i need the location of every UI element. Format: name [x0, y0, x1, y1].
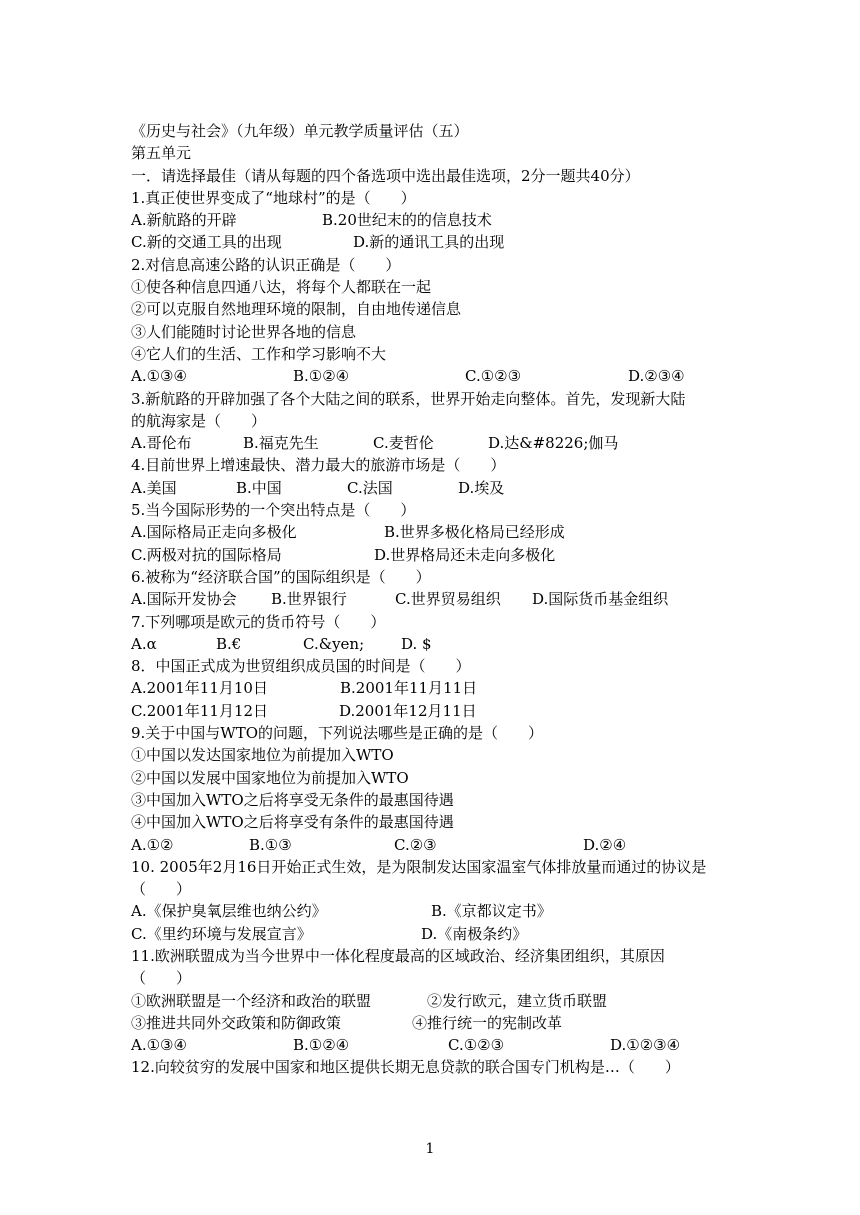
question-4-stem: 4.目前世界上增速最快、潜力最大的旅游市场是（ ） — [131, 456, 506, 475]
question-11-option-a: A.①③④ — [131, 1036, 187, 1055]
question-10-option-a: A.《保护臭氧层维也纳公约》 — [131, 902, 327, 921]
question-6-option-b: B.世界银行 — [271, 590, 347, 609]
question-11-statements-row-1 — [131, 990, 781, 1012]
question-2-option-d: D.②③④ — [628, 367, 685, 386]
question-2-statement-3: ③人们能随时讨论世界各地的信息 — [131, 322, 357, 341]
question-10-option-d: D.《南极条约》 — [421, 924, 528, 943]
question-5-stem: 5.当今国际形势的一个突出特点是（ ） — [131, 501, 416, 520]
question-11-statement-2: ②发行欧元，建立货币联盟 — [427, 991, 608, 1010]
question-2-statement-4: ④它人们的生活、工作和学习影响不大 — [131, 344, 387, 363]
question-8-option-d: D.2001年12月11日 — [339, 701, 477, 720]
section-heading: 一．请选择最佳（请从每题的四个备选项中选出最佳选项，2分一题共40分） — [131, 166, 640, 185]
question-2-stem: 2.对信息高速公路的认识正确是（ ） — [131, 255, 401, 274]
question-6-options — [131, 588, 781, 610]
unit-heading: 第五单元 — [131, 144, 192, 163]
question-2-options — [131, 365, 781, 387]
question-1-option-c: C.新的交通工具的出现 — [131, 233, 282, 252]
question-3-option-c: C.麦哲伦 — [373, 434, 434, 453]
question-9-statement-2: ②中国以发展中国家地位为前提加入WTO — [131, 768, 409, 787]
question-1-options-row-1 — [131, 209, 781, 231]
question-10-options-row-2 — [131, 923, 781, 945]
question-5-options-row-2 — [131, 544, 781, 566]
question-5-option-b: B.世界多极化格局已经形成 — [384, 523, 565, 542]
question-4-options — [131, 477, 781, 499]
question-8-option-a: A.2001年11月10日 — [131, 679, 268, 698]
question-7-options — [131, 633, 781, 655]
question-2-option-b: B.①②④ — [293, 367, 350, 386]
question-2-option-c: C.①②③ — [465, 367, 522, 386]
question-9-statement-3: ③中国加入WTO之后将享受无条件的最惠国待遇 — [131, 790, 454, 809]
question-9-option-a: A.①② — [131, 835, 174, 854]
question-8-options-row-1 — [131, 677, 781, 699]
question-11-statements-row-2 — [131, 1012, 781, 1034]
question-9-stem: 9.关于中国与WTO的问题，下列说法哪些是正确的是（ ） — [131, 724, 544, 743]
question-6-option-c: C.世界贸易组织 — [395, 590, 501, 609]
question-10-options-row-1 — [131, 900, 781, 922]
question-9-statement-4: ④中国加入WTO之后将享受有条件的最惠国待遇 — [131, 813, 454, 832]
question-4-option-d: D.埃及 — [458, 478, 505, 497]
question-1-option-d: D.新的通讯工具的出现 — [353, 233, 505, 252]
question-1-options-row-2 — [131, 231, 781, 253]
question-11-option-b: B.①②④ — [293, 1036, 350, 1055]
question-10-stem-line-2: （ ） — [131, 880, 192, 899]
question-11-option-d: D.①②③④ — [610, 1036, 681, 1055]
question-9-statement-1: ①中国以发达国家地位为前提加入WTO — [131, 746, 394, 765]
question-6-stem: 6.被称为“经济联合国”的国际组织是（ ） — [131, 567, 431, 586]
question-7-stem: 7.下列哪项是欧元的货币符号（ ） — [131, 612, 386, 631]
question-9-option-b: B.①③ — [249, 835, 292, 854]
question-3-stem-line-2: 的航海家是（ ） — [131, 411, 267, 430]
question-11-stem-line-2: （ ） — [131, 969, 192, 988]
question-2-statement-2: ②可以克服自然地理环境的限制，自由地传递信息 — [131, 300, 462, 319]
question-1-option-b: B.20世纪末的的信息技术 — [322, 211, 492, 230]
question-5-options-row-1 — [131, 521, 781, 543]
question-3-stem-line-1: 3.新航路的开辟加强了各个大陆之间的联系，世界开始走向整体。首先，发现新大陆 — [131, 389, 686, 408]
question-8-stem: 8．中国正式成为世贸组织成员国的时间是（ ） — [131, 657, 471, 676]
question-6-option-d: D.国际货币基金组织 — [532, 590, 669, 609]
question-10-stem-line-1: 10. 2005年2月16日开始正式生效，是为限制发达国家温室气体排放量而通过的协议是 — [131, 857, 707, 876]
question-4-option-b: B.中国 — [236, 478, 282, 497]
question-5-option-a: A.国际格局正走向多极化 — [131, 523, 297, 542]
question-11-statement-4: ④推行统一的宪制改革 — [412, 1013, 563, 1032]
question-8-options-row-2 — [131, 700, 781, 722]
question-12-stem: 12.向较贫穷的发展中国家和地区提供长期无息贷款的联合国专门机构是…（ ） — [131, 1058, 680, 1077]
question-7-option-b: B.€ — [216, 634, 242, 653]
question-4-option-c: C.法国 — [347, 478, 393, 497]
question-11-option-c: C.①②③ — [448, 1036, 505, 1055]
question-11-stem-line-1: 11.欧洲联盟成为当今世界中一体化程度最高的区域政治、经济集团组织，其原因 — [131, 946, 665, 965]
question-11-statement-1: ①欧洲联盟是一个经济和政治的联盟 — [131, 991, 372, 1010]
question-6-option-a: A.国际开发协会 — [131, 590, 237, 609]
question-5-option-c: C.两极对抗的国际格局 — [131, 545, 282, 564]
question-10-option-c: C.《里约环境与发展宣言》 — [131, 924, 312, 943]
question-4-option-a: A.美国 — [131, 478, 177, 497]
question-3-option-b: B.福克先生 — [243, 434, 319, 453]
question-1-option-a: A.新航路的开辟 — [131, 211, 237, 230]
question-9-options — [131, 834, 781, 856]
question-8-option-c: C.2001年11月12日 — [131, 701, 269, 720]
question-8-option-b: B.2001年11月11日 — [340, 679, 478, 698]
question-2-statement-1: ①使各种信息四通八达，将每个人都联在一起 — [131, 278, 432, 297]
question-10-option-b: B.《京都议定书》 — [431, 902, 552, 921]
question-5-option-d: D.世界格局还未走向多极化 — [374, 545, 556, 564]
question-11-options — [131, 1034, 781, 1056]
document-body — [131, 120, 781, 1079]
question-2-option-a: A.①③④ — [131, 367, 187, 386]
question-9-option-d: D.②④ — [583, 835, 627, 854]
document-title: 《历史与社会》（九年级）单元教学质量评估（五） — [131, 122, 469, 140]
question-3-option-d: D.达&#8226;伽马 — [488, 434, 619, 453]
question-11-statement-3: ③推进共同外交政策和防御政策 — [131, 1013, 342, 1032]
question-7-option-d: D. $ — [401, 634, 432, 653]
question-7-option-a: A.α — [131, 634, 157, 653]
question-1-stem: 1.真正使世界变成了“地球村”的是（ ） — [131, 188, 416, 207]
question-7-option-c: C.&yen; — [303, 634, 365, 653]
question-3-options — [131, 432, 781, 454]
question-3-option-a: A.哥伦布 — [131, 434, 192, 453]
page-number: 1 — [425, 1141, 435, 1157]
question-9-option-c: C.②③ — [394, 835, 437, 854]
